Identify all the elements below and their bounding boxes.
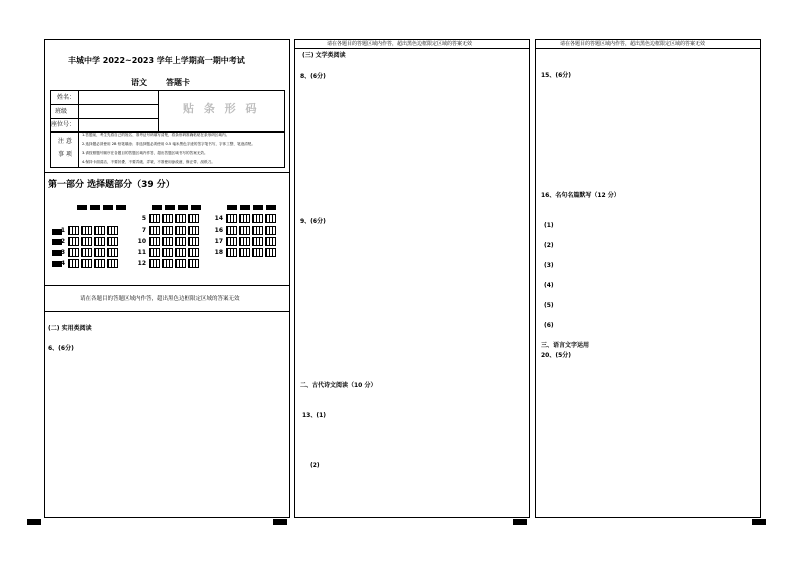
- class-field-label: 班级: [55, 108, 68, 115]
- mc-row[interactable]: 14: [211, 214, 278, 224]
- boundary-notice-col1: 请在各题目的答题区域内作答，超出黑色边框限定区域的答案无效: [80, 296, 240, 302]
- question-6[interactable]: 6、(6分): [48, 345, 74, 352]
- timing-mark: [266, 205, 276, 210]
- blank-5[interactable]: (5): [544, 302, 554, 309]
- question-9[interactable]: 9、(6分): [300, 218, 326, 225]
- notice-line-4: 4.保持卡面清洁，不要折叠、不要弄破、弄皱，不准使用涂改液、修正带、刮纸刀。: [82, 160, 215, 164]
- alignment-mark: [752, 519, 766, 525]
- blank-1[interactable]: (1): [544, 222, 554, 229]
- column-3-frame: [535, 39, 761, 518]
- exam-title: 丰城中学 2022~2023 学年上学期高一期中考试: [68, 56, 245, 65]
- timing-mark: [77, 205, 87, 210]
- part1-title: 第一部分 选择题部分（39 分）: [48, 180, 175, 190]
- timing-mark: [191, 205, 201, 210]
- alignment-mark: [27, 519, 41, 525]
- blank-3[interactable]: (3): [544, 262, 554, 269]
- notice-line-2: 2.选择题必须使用 2B 铅笔填涂；非选择题必须使用 0.5 毫米黑色字迹的签字笔书写，字体工整、笔迹清楚。: [82, 142, 255, 146]
- timing-mark: [90, 205, 100, 210]
- notice-label-2: 事 项: [58, 151, 72, 158]
- boundary-notice-col2: 请在各题目的答题区域内作答，超出黑色边框限定区域的答案无效: [327, 41, 473, 47]
- seat-field-label: 座位号：: [51, 121, 76, 128]
- mc-row[interactable]: 5: [134, 214, 201, 224]
- question-8[interactable]: 8、(6分): [300, 73, 326, 80]
- subject-label: 语文: [131, 78, 147, 87]
- barcode-area: 贴 条 形 码: [183, 102, 260, 115]
- timing-mark: [116, 205, 126, 210]
- question-15[interactable]: 15、(6分): [541, 72, 572, 79]
- notice-line-3: 3.请按照题号顺序在各题目的答题区域内作答，超出答题区域书写的答案无效。: [82, 151, 208, 155]
- timing-mark: [178, 205, 188, 210]
- card-label: 答题卡: [166, 78, 190, 87]
- mc-row[interactable]: 18: [211, 248, 278, 258]
- timing-mark: [227, 205, 237, 210]
- mc-row[interactable]: 4: [53, 259, 120, 269]
- alignment-mark: [273, 519, 287, 525]
- mc-row[interactable]: 3: [53, 248, 120, 258]
- section-practical-reading: (二) 实用类阅读: [48, 325, 92, 332]
- column-2-frame: [294, 39, 530, 518]
- timing-mark: [103, 205, 113, 210]
- alignment-mark: [513, 519, 527, 525]
- boundary-notice-col3: 请在各题目的答题区域内作答，超出黑色边框限定区域的答案无效: [560, 41, 706, 47]
- question-16[interactable]: 16、名句名篇默写（12 分）: [541, 192, 620, 199]
- section-literary-reading: (三) 文学类阅读: [302, 52, 346, 59]
- mc-row[interactable]: 12: [134, 259, 201, 269]
- blank-6[interactable]: (6): [544, 322, 554, 329]
- mc-row[interactable]: 2: [53, 237, 120, 247]
- question-13-2[interactable]: (2): [310, 462, 320, 469]
- notice-line-1: 1.答题前，考生先将自己的姓名、准考证号码填写清楚，将条形码准确粘贴在条形码区域内。: [82, 133, 230, 137]
- mc-row[interactable]: 16: [211, 226, 278, 236]
- section-language-use: 三、语言文字运用: [541, 342, 590, 349]
- timing-mark: [253, 205, 263, 210]
- mc-row[interactable]: 1: [53, 226, 120, 236]
- name-field-label: 姓名：: [57, 94, 76, 101]
- section-classical-reading: 二、古代诗文阅读（10 分）: [300, 382, 377, 389]
- question-13-1[interactable]: 13、(1): [302, 412, 327, 419]
- question-20[interactable]: 20、(5分): [541, 352, 572, 359]
- timing-mark: [240, 205, 250, 210]
- blank-2[interactable]: (2): [544, 242, 554, 249]
- mc-row[interactable]: 10: [134, 237, 201, 247]
- timing-mark: [165, 205, 175, 210]
- notice-label-1: 注 意: [58, 138, 72, 145]
- mc-row[interactable]: 17: [211, 237, 278, 247]
- mc-row[interactable]: 7: [134, 226, 201, 236]
- timing-mark: [152, 205, 162, 210]
- blank-4[interactable]: (4): [544, 282, 554, 289]
- mc-row[interactable]: 11: [134, 248, 201, 258]
